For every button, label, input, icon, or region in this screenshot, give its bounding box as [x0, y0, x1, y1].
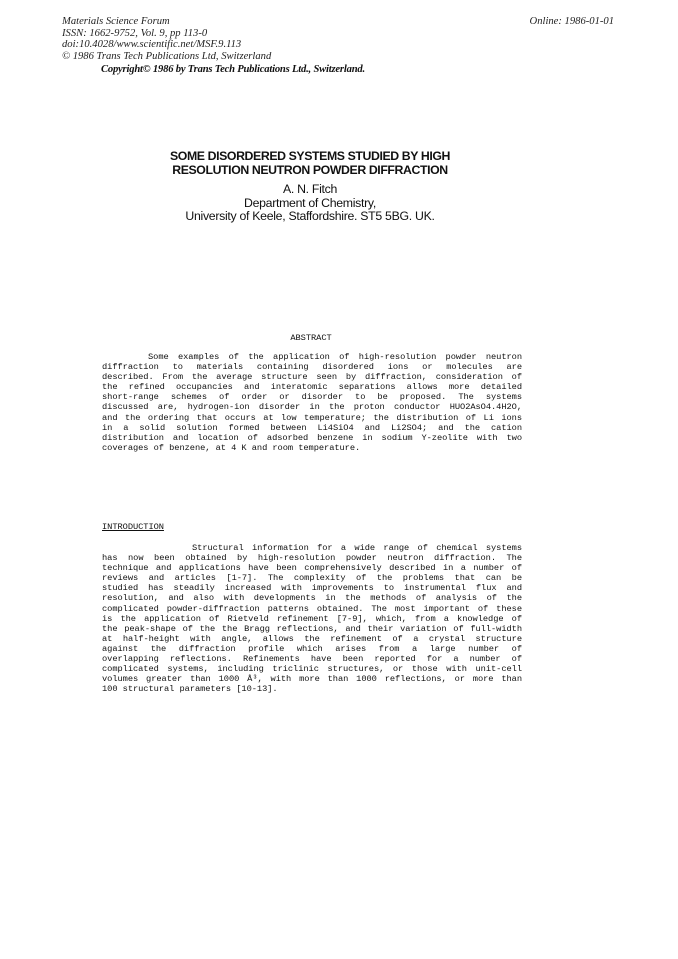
- abstract-line: diffraction to materials containing disordered ions or molecules are: [102, 362, 522, 373]
- intro-line: has now been obtained by high-resolution powder neutron diffraction. The: [102, 553, 522, 564]
- intro-line: is the application of Rietveld refinement [7-9], which, from a knowledge of: [102, 613, 522, 624]
- journal-name: Materials Science Forum: [62, 16, 170, 27]
- intro-line: resolution, and also with developments in the methods of analysis of the: [102, 593, 522, 604]
- title-block: [0, 150, 620, 224]
- author-name: A. N. Fitch: [282, 182, 338, 197]
- intro-line: studied has steadily increased with improvements to instrumental flux and: [102, 583, 522, 594]
- intro-line: reviews and articles [1-7]. The complexity of the problems that can be: [102, 573, 522, 584]
- paper-title-line-2: RESOLUTION NEUTRON POWDER DIFFRACTION: [172, 162, 448, 177]
- affiliation-department: Department of Chemistry,: [244, 195, 376, 210]
- abstract-body: [102, 352, 522, 453]
- intro-line: technique and applications have been comprehensively described in a number of: [102, 563, 522, 574]
- intro-line: 100 structural parameters [10-13].: [102, 684, 278, 695]
- copyright-notice: Copyright© 1986 by Trans Tech Publications Ltd., Switzerland.: [101, 64, 365, 75]
- abstract-line: described. From the average structure seen by diffraction, consideration of: [102, 372, 522, 383]
- abstract-line: short-range schemes of order or disorder to be proposed. The systems: [102, 392, 522, 403]
- publisher-line: © 1986 Trans Tech Publications Ltd, Switzerland: [62, 50, 272, 62]
- journal-metadata: [62, 16, 271, 62]
- abstract-line: Some examples of the application of high-resolution powder neutron: [148, 352, 522, 362]
- introduction-heading: INTRODUCTION: [102, 522, 164, 532]
- abstract-line: coverages of benzene, at 4 K and room temperature.: [102, 442, 361, 453]
- abstract-line: and the ordering that occurs at low temperature; the distribution of Li ions: [102, 412, 522, 423]
- abstract-line: distribution and location of adsorbed benzene in sodium Y-zeolite with two: [102, 432, 522, 443]
- doi-line[interactable]: doi:10.4028/www.scientific.net/MSF.9.113: [62, 39, 242, 51]
- online-date: Online: 1986-01-01: [529, 16, 614, 27]
- abstract-line: the refined occupancies and interatomic separations allows more detailed: [102, 382, 522, 393]
- abstract-heading: ABSTRACT: [290, 333, 332, 343]
- introduction-body: [102, 543, 522, 694]
- abstract-line: discussed are, hydrogen-ion disorder in the proton conductor HUO2AsO4.4H2O,: [102, 402, 522, 413]
- issn-line: ISSN: 1662-9752, Vol. 9, pp 113-0: [62, 27, 208, 39]
- intro-line: against the diffraction profile which arises from a large number of: [102, 643, 522, 654]
- intro-line: complicated powder-diffraction patterns obtained. The most important of these: [102, 603, 522, 614]
- paper-title-line-1: SOME DISORDERED SYSTEMS STUDIED BY HIGH: [169, 149, 451, 163]
- intro-line: complicated systems, including triclinic structures, or those with unit-cell: [102, 664, 522, 675]
- intro-line: the peak-shape of the the Bragg reflections, and their variation of full-width: [102, 623, 522, 634]
- intro-line: volumes greater than 1000 Å³, with more than 1000 reflections, or more than: [102, 674, 522, 685]
- intro-line: overlapping reflections. Refinements have been reported for a number of: [102, 654, 522, 665]
- abstract-line: in a solid solution formed between Li4SiO4 and Li2SO4; and the cation: [102, 422, 522, 433]
- intro-line: at half-height with angle, allows the refinement of a crystal structure: [102, 633, 522, 644]
- affiliation-university: University of Keele, Staffordshire. ST5 5BG. UK.: [185, 209, 435, 224]
- intro-line: Structural information for a wide range of chemical systems: [192, 543, 522, 553]
